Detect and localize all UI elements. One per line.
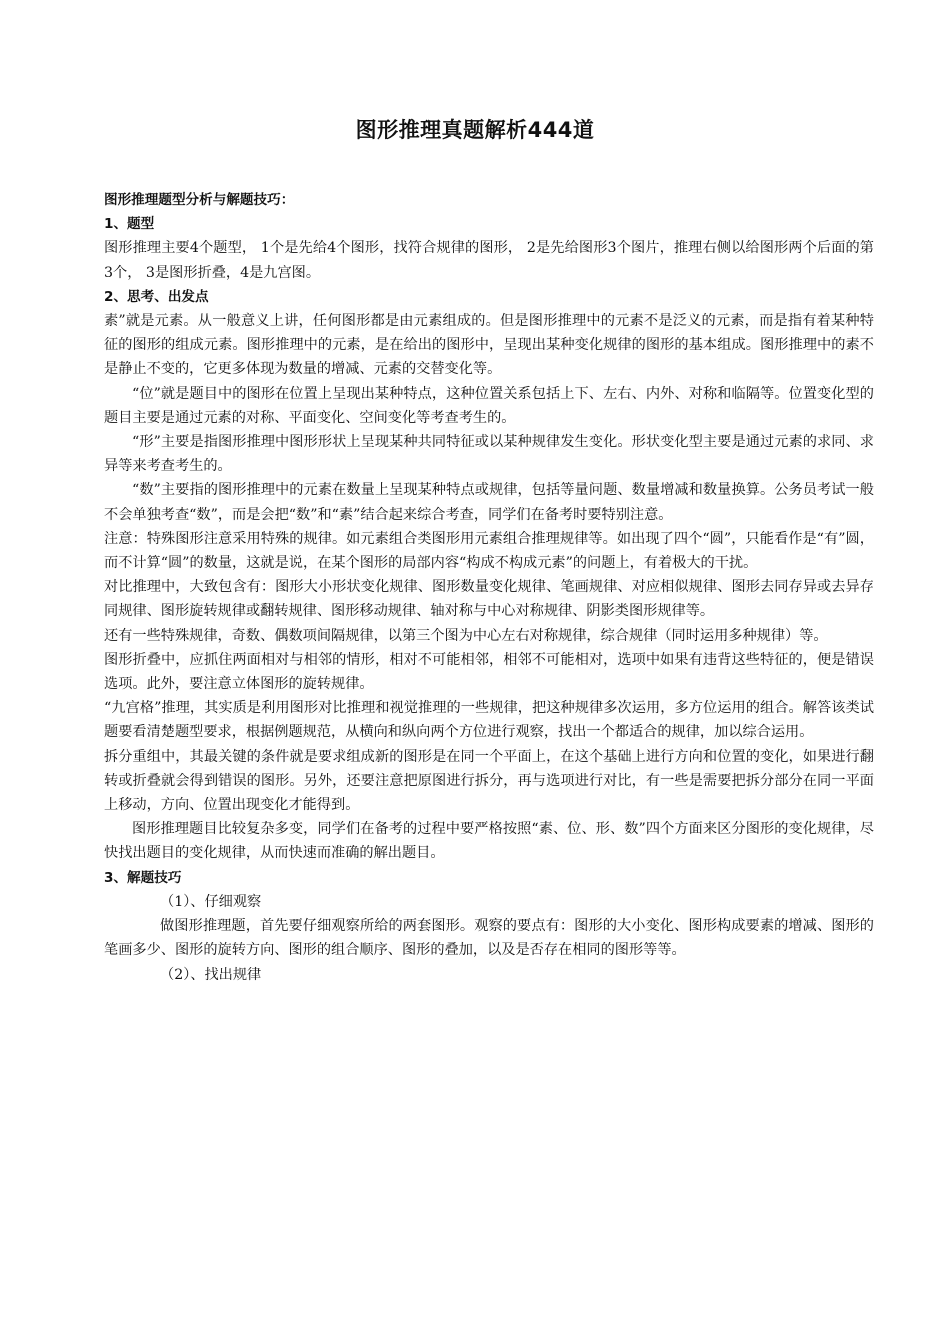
paragraph-8: 还有一些特殊规律，奇数、偶数项间隔规律，以第三个图为中心左右对称规律，综合规律（同时运用多种规律）等。 bbox=[104, 627, 828, 644]
paragraph-5: “数”主要指的图形推理中的元素在数量上呈现某种特点或规律，包括等量问题、数量增减和数量换算。公务员考试一般不会单独考查“数”，而是会把“数”和“素”结合起来综合考查，同学们在备考时要特别注意。 bbox=[104, 482, 874, 523]
subheading-2: （2）、找出规律 bbox=[160, 966, 262, 983]
paragraph-13: 做图形推理题，首先要仔细观察所给的两套图形。观察的要点有：图形的大小变化、图形构成要素的增减、图形的笔画多少、图形的旋转方向、图形的组合顺序、图形的叠加，以及是否存在相同的图形等等。 bbox=[104, 918, 874, 959]
paragraph-12: 图形推理题目比较复杂多变，同学们在备考的过程中要严格按照“素、位、形、数”四个方面来区分图形的变化规律，尽快找出题目的变化规律，从而快速而准确的解出题目。 bbox=[104, 821, 874, 862]
paragraph-7: 对比推理中，大致包含有：图形大小形状变化规律、图形数量变化规律、笔画规律、对应相似规律、图形去同存异或去异存同规律、图形旋转规律或翻转规律、图形移动规律、轴对称与中心对称规律、阴影类图形规律等。 bbox=[104, 579, 874, 620]
paragraph-2: 素”就是元素。从一般意义上讲，任何图形都是由元素组成的。但是图形推理中的元素不是泛义的元素，而是指有着某种特征的图形的组成元素。图形推理中的元素，是在给出的图形中，呈现出某种变化规律的图形的基本组成。图形推理中的素不是静止不变的，它更多体现为数量的增减、元素的交替变化等。 bbox=[104, 313, 874, 378]
section-heading-3: 3、解题技巧 bbox=[104, 869, 182, 886]
paragraph-9: 图形折叠中，应抓住两面相对与相邻的情形，相对不可能相邻，相邻不可能相对，选项中如果有违背这些特征的，便是错误选项。此外，要注意立体图形的旋转规律。 bbox=[104, 651, 874, 693]
paragraph-4: “形”主要是指图形推理中图形形状上呈现某种共同特征或以某种规律发生变化。形状变化型主要是通过元素的求同、求异等来考查考生的。 bbox=[104, 434, 874, 475]
paragraph-1: 图形推理主要4个题型， 1个是先给4个图形，找符合规律的图形， 2是先给图形3个图片，推理右侧以给图形两个后面的第3个， 3是图形折叠，4是九宫图。 bbox=[104, 240, 874, 281]
analysis-heading: 图形推理题型分析与解题技巧： bbox=[104, 192, 295, 208]
paragraph-3: “位”就是题目中的图形在位置上呈现出某种特点，这种位置关系包括上下、左右、内外、对称和临隔等。位置变化型的题目主要是通过元素的对称、平面变化、空间变化等考查考生的。 bbox=[104, 385, 874, 426]
paragraph-6: 注意：特殊图形注意采用特殊的规律。如元素组合类图形用元素组合推理规律等。如出现了四个“圆”，只能看作是“有”圆，而不计算“圆”的数量，这就是说，在某个图形的局部内容“构成不构成元素”的问题上，有着极大的干扰。 bbox=[104, 530, 874, 572]
paragraph-11: 拆分重组中，其最关键的条件就是要求组成新的图形是在同一个平面上，在这个基础上进行方向和位置的变化，如果进行翻转或折叠就会得到错误的图形。另外，还要注意把原图进行拆分，再与选项进行对比，有一些是需要把拆分部分在同一平面上移动，方向、位置出现变化才能得到。 bbox=[104, 748, 874, 814]
document-body bbox=[104, 188, 874, 987]
section-heading-2: 2、思考、出发点 bbox=[104, 288, 209, 305]
page-title: 图形推理真题解析444道 bbox=[355, 118, 595, 142]
paragraph-10: “九宫格”推理，其实质是利用图形对比推理和视觉推理的一些规律，把这种规律多次运用，多方位运用的组合。解答该类试题要看清楚题型要求，根据例题规范，从横向和纵向两个方位进行观察，找出一个都适合的规律，加以综合运用。 bbox=[104, 700, 874, 741]
subheading-1: （1）、仔细观察 bbox=[160, 893, 262, 910]
section-heading-1: 1、题型 bbox=[104, 216, 155, 233]
